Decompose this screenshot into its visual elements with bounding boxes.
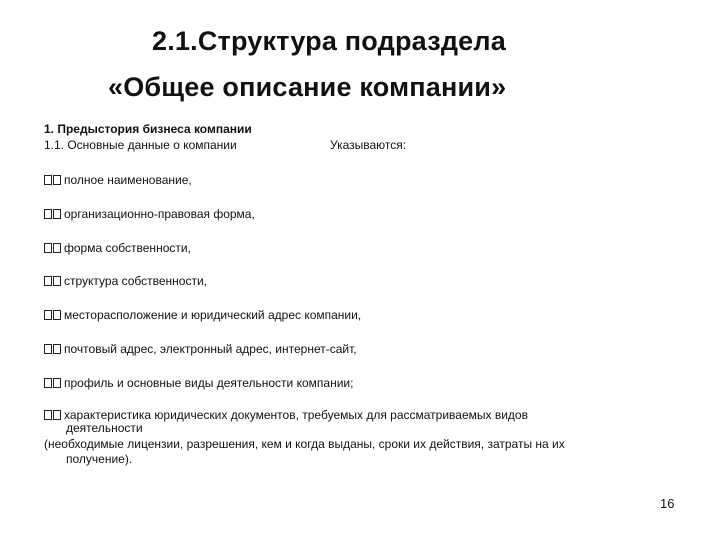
list-item-text: характеристика юридических документов, требуемых для рассматриваемых видов bbox=[64, 408, 528, 422]
list-item-text: полное наименование, bbox=[64, 173, 192, 187]
page-number: 16 bbox=[660, 496, 675, 511]
checkbox-icon bbox=[44, 173, 64, 187]
list-item bbox=[44, 308, 361, 322]
checkbox-icon bbox=[44, 241, 64, 255]
list-item-text: форма собственности, bbox=[64, 241, 191, 255]
specified-label: Указываются: bbox=[330, 138, 407, 152]
list-item-continuation: деятельности bbox=[66, 421, 143, 435]
list-item bbox=[44, 408, 528, 422]
list-item bbox=[44, 342, 357, 356]
checkbox-icon bbox=[44, 207, 64, 221]
list-item bbox=[44, 241, 191, 255]
list-item bbox=[44, 376, 353, 390]
page-title-line-2: «Общее описание компании» bbox=[108, 72, 507, 102]
list-item bbox=[44, 173, 192, 187]
page-title-line-1: 2.1.Структура подраздела bbox=[152, 26, 506, 56]
checkbox-icon bbox=[44, 274, 64, 288]
subsection-heading: 1.1. Основные данные о компании bbox=[44, 138, 237, 152]
list-item-text: месторасположение и юридический адрес компании, bbox=[64, 308, 362, 322]
checkbox-icon bbox=[44, 342, 64, 356]
list-item bbox=[44, 207, 255, 221]
note-text-line-2: получение). bbox=[66, 452, 133, 466]
list-item-text: организационно-правовая форма, bbox=[64, 207, 255, 221]
list-item-text: структура собственности, bbox=[64, 274, 208, 288]
section-heading: 1. Предыстория бизнеса компании bbox=[44, 122, 252, 136]
checkbox-icon bbox=[44, 408, 64, 422]
list-item-text: профиль и основные виды деятельности компании; bbox=[64, 376, 354, 390]
checkbox-icon bbox=[44, 308, 64, 322]
checkbox-icon bbox=[44, 376, 64, 390]
note-text-line-1: (необходимые лицензии, разрешения, кем и когда выданы, сроки их действия, затраты на их bbox=[44, 437, 565, 451]
list-item-text: почтовый адрес, электронный адрес, интернет-сайт, bbox=[64, 342, 357, 356]
list-item bbox=[44, 274, 207, 288]
